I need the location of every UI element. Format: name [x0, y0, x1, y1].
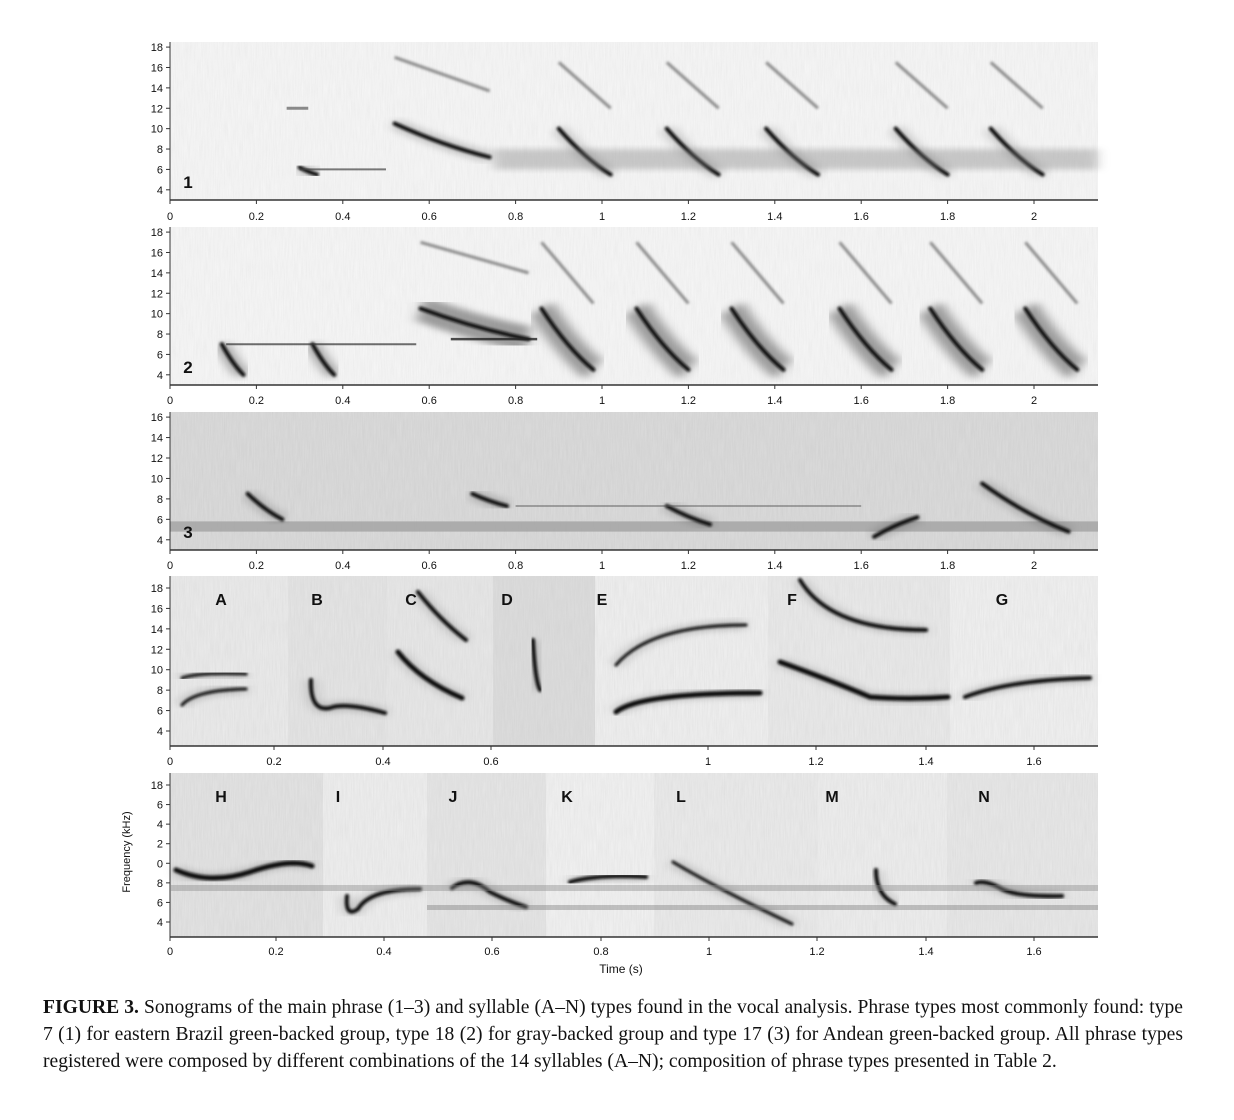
x-tick-label: 0.6 [484, 946, 500, 958]
figure-caption [43, 994, 1183, 1075]
x-tick-label: 1.6 [853, 211, 869, 223]
phrase-panel-3 [151, 412, 1098, 572]
syllable-row-H-N [151, 773, 1098, 958]
x-tick-label: 1.2 [809, 946, 825, 958]
syllable-letter-L: L [676, 789, 686, 806]
syllable-letter-G: G [995, 592, 1009, 609]
syllable-letter-B: B [311, 592, 323, 609]
y-tick-label: 4 [156, 534, 163, 547]
panel-number-label: 2 [183, 358, 193, 377]
syllable-panel-noise [170, 576, 288, 746]
y-tick-label: 6 [156, 799, 163, 812]
x-tick-label: 2 [1030, 211, 1038, 223]
y-tick-label: 14 [150, 267, 163, 280]
x-tick-label: 0.2 [248, 395, 265, 407]
y-tick-label: 16 [150, 247, 163, 260]
y-tick-label: 8 [156, 685, 163, 698]
x-tick-label: 0.2 [248, 211, 265, 223]
x-tick-label: 0 [166, 560, 174, 572]
x-tick-label: 1 [598, 560, 606, 572]
x-tick-label: 1.4 [918, 946, 934, 958]
y-tick-label: 6 [156, 349, 163, 362]
y-tick-label: 12 [150, 644, 163, 657]
x-tick-label: 1.4 [767, 560, 783, 572]
y-tick-label: 0 [156, 858, 163, 871]
y-tick-label: 14 [150, 82, 163, 95]
x-tick-label: 0.2 [266, 756, 282, 768]
x-tick-label: 1.4 [767, 395, 783, 407]
x-tick-label: 1 [704, 756, 712, 768]
x-tick-label: 0 [166, 946, 174, 958]
phrase-panel-1 [151, 42, 1098, 223]
y-tick-label: 4 [156, 819, 163, 832]
y-tick-label: 18 [150, 780, 163, 792]
y-tick-label: 12 [150, 288, 163, 301]
y-tick-label: 8 [156, 144, 163, 157]
x-tick-label: 1.6 [853, 560, 869, 572]
x-tick-label: 0.6 [421, 395, 437, 407]
x-tick-label: 0.4 [376, 946, 392, 958]
x-tick-label: 1.8 [939, 395, 956, 407]
syllable-letter-E: E [596, 592, 608, 609]
x-tick-label: 1.8 [939, 211, 956, 223]
y-tick-label: 6 [156, 514, 163, 527]
x-tick-label: 0 [166, 211, 174, 223]
syllable-letter-J: J [448, 789, 458, 806]
x-tick-label: 0.4 [335, 395, 351, 407]
x-tick-label: 1.2 [680, 560, 697, 572]
x-tick-label: 1 [598, 395, 606, 407]
syllable-letter-I: I [335, 789, 341, 806]
phrase-panel-2 [151, 227, 1098, 407]
y-tick-label: 18 [150, 42, 163, 55]
x-tick-label: 0.2 [248, 560, 265, 572]
x-tick-label: 1.8 [939, 560, 956, 572]
syllable-letter-F: F [787, 592, 797, 609]
y-tick-label: 6 [156, 164, 163, 177]
x-tick-label: 0.8 [507, 395, 524, 407]
x-axis-label: Time (s) [599, 962, 643, 976]
x-tick-label: 0.8 [507, 560, 524, 572]
y-tick-label: 18 [150, 583, 163, 595]
y-tick-label: 16 [150, 412, 163, 425]
y-tick-label: 4 [156, 184, 163, 197]
syllable-panel-noise [947, 773, 1098, 937]
x-tick-label: 0.2 [268, 946, 284, 958]
y-tick-label: 16 [150, 603, 163, 616]
y-tick-label: 8 [156, 877, 163, 890]
y-tick-label: 12 [150, 453, 163, 465]
caption-text: Sonograms of the main phrase (1–3) and syllable (A–N) types found in the vocal analysis. Phrase types most commonly found: type 7 (1) for eastern Brazil green-backed group, type 18 (2) for gray-backed group and type 17 (3) for Andean green-backed group. All phrase types registered were composed by different combinations of the 14 syllables (A–N); composition of phrase types presented in Table 2. [43, 997, 1183, 1072]
y-tick-label: 8 [156, 493, 163, 506]
x-tick-label: 0 [166, 395, 174, 407]
x-tick-label: 0.6 [483, 756, 499, 768]
x-tick-label: 1.4 [918, 756, 934, 768]
y-tick-label: 14 [150, 623, 163, 636]
y-axis-label: Frequency (kHz) [121, 811, 133, 893]
x-tick-label: 0.4 [335, 560, 351, 572]
x-tick-label: 1.6 [853, 395, 869, 407]
x-tick-label: 1.2 [680, 395, 697, 407]
x-tick-label: 0 [166, 756, 174, 768]
syllable-row-A-G [151, 576, 1098, 768]
x-tick-label: 1.6 [1026, 756, 1042, 768]
syllable-letter-C: C [405, 592, 417, 609]
syllable-letter-A: A [215, 592, 227, 609]
y-tick-label: 4 [156, 917, 163, 929]
y-tick-label: 12 [150, 103, 163, 116]
x-tick-label: 0.6 [421, 211, 437, 223]
syllable-letter-K: K [561, 789, 573, 806]
y-tick-label: 18 [150, 227, 163, 240]
syllable-panel-noise [288, 576, 387, 746]
y-tick-label: 10 [150, 664, 163, 677]
y-tick-label: 14 [150, 432, 163, 445]
x-tick-label: 2 [1030, 395, 1038, 407]
x-tick-label: 2 [1030, 560, 1038, 572]
x-tick-label: 0.8 [507, 211, 524, 223]
panel-number-label: 1 [183, 173, 193, 192]
noise-band [427, 905, 1098, 910]
y-tick-label: 2 [156, 838, 163, 851]
syllable-panel-noise [170, 773, 323, 937]
x-tick-label: 1.2 [680, 211, 697, 223]
y-tick-label: 4 [156, 369, 163, 382]
x-tick-label: 0.4 [335, 211, 351, 223]
x-tick-label: 1 [598, 211, 606, 223]
noise-band [170, 885, 1098, 891]
y-tick-label: 8 [156, 329, 163, 342]
x-tick-label: 1 [705, 946, 713, 958]
tone-band [494, 149, 1098, 169]
y-tick-label: 10 [150, 473, 163, 486]
syllable-letter-N: N [978, 789, 990, 806]
y-tick-label: 10 [150, 123, 163, 136]
x-tick-label: 0.6 [421, 560, 437, 572]
x-tick-label: 0.4 [375, 756, 391, 768]
x-tick-label: 1.2 [808, 756, 824, 768]
y-tick-label: 6 [156, 705, 163, 718]
x-tick-label: 1.4 [767, 211, 783, 223]
x-tick-label: 0.8 [593, 946, 609, 958]
y-tick-label: 10 [150, 308, 163, 321]
panel-number-label: 3 [183, 523, 193, 542]
noise-band [170, 521, 1098, 531]
y-tick-label: 6 [156, 897, 163, 910]
y-tick-label: 4 [156, 726, 163, 738]
syllable-letter-D: D [501, 592, 513, 609]
x-tick-label: 1.6 [1026, 946, 1042, 958]
y-tick-label: 16 [150, 62, 163, 75]
syllable-letter-M: M [825, 789, 839, 806]
caption-label: FIGURE 3. [43, 997, 139, 1018]
syllable-letter-H: H [215, 789, 227, 806]
syllable-panel-noise [427, 773, 546, 937]
